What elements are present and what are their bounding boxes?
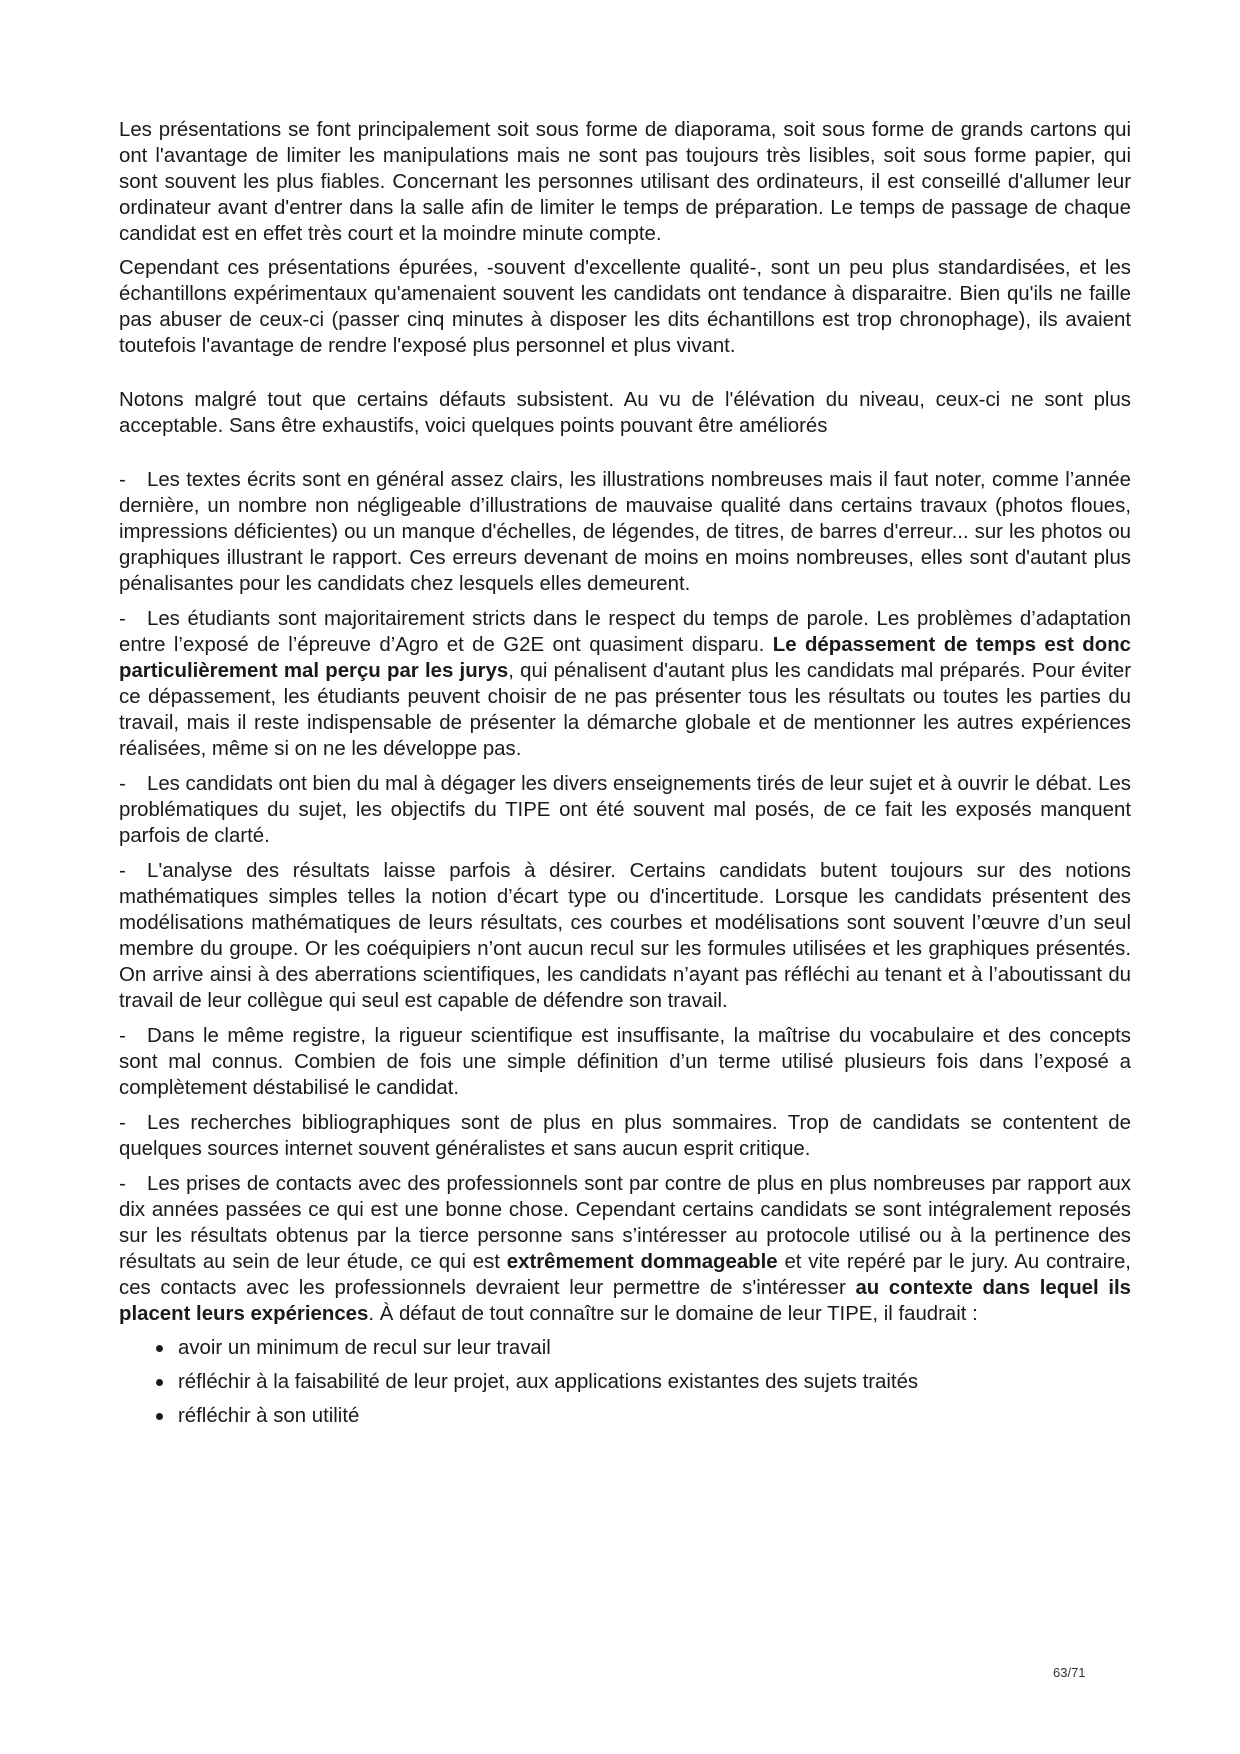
list-dash: - <box>119 1112 126 1134</box>
bullet-item <box>153 1369 1131 1395</box>
page-number: 63/71 <box>1053 1665 1086 1680</box>
item-text: L'analyse des résultats laisse parfois à désirer. Certains candidats butent toujours sur des notions mathématiques simples telles la notion d’écart type ou d'incertitude. Lorsque les candidats présentent des modélisations mathématiques de leurs résultats, ces courbes et modélisations sont souvent l’œuvre d’un seul membre du groupe. Or les coéquipiers n’ont aucun recul sur les formules utilisées et les graphiques présentés. On arrive ainsi à des aberrations scientifiques, les candidats n’ayant pas réfléchi au tenant et à l’aboutissant du travail de leur collègue qui seul est capable de défendre son travail. <box>119 860 1131 1012</box>
item-text: Les recherches bibliographiques sont de plus en plus sommaires. Trop de candidats se contentent de quelques sources internet souvent généralistes et sans aucun esprit critique. <box>119 1112 1131 1160</box>
list-item <box>119 1110 1131 1162</box>
paragraph-presentations: Les présentations se font principalement soit sous forme de diaporama, soit sous forme de grands cartons qui ont l'avantage de limiter les manipulations mais ne sont pas toujours très lisibles, soit sous forme papier, qui sont souvent les plus fiables. Concernant les personnes utilisant des ordinateurs, il est conseillé d'allumer leur ordinateur avant d'entrer dans la salle afin de limiter le temps de préparation. Le temps de passage de chaque candidat est en effet très court et la moindre minute compte. <box>119 119 1131 245</box>
points-list <box>119 467 1131 1327</box>
list-item <box>119 771 1131 849</box>
list-dash: - <box>119 1173 126 1195</box>
list-dash: - <box>119 469 126 491</box>
item-text: Les textes écrits sont en général assez clairs, les illustrations nombreuses mais il faut noter, comme l’année dernière, un nombre non négligeable d’illustrations de mauvaise qualité dans certains travaux (photos floues, impressions déficientes) ou un manque d'échelles, de légendes, de titres, de barres d'erreur... sur les photos ou graphiques illustrant le rapport. Ces erreurs devenant de moins en moins nombreuses, elles sont d'autant plus pénalisantes pour les candidats chez lesquels elles demeurent. <box>119 469 1131 595</box>
bullet-text: réfléchir à la faisabilité de leur projet, aux applications existantes des sujets traités <box>178 1371 919 1393</box>
bullet-dot-icon <box>156 1379 163 1386</box>
list-item <box>119 1171 1131 1327</box>
item-text: Les prises de contacts avec des professionnels sont par contre de plus en plus nombreuses par rapport aux dix années passées ce qui est une bonne chose. Cependant certains candidats se sont intégralement reposés sur les résultats obtenus par la tierce personne sans s’intéresser au protocole utilisé ou à la pertinence des résultats au sein de leur étude, ce qui est <box>119 1173 1131 1273</box>
item-text: Les étudiants sont majoritairement stricts dans le respect du temps de parole. Les problèmes d’adaptation entre l’exposé de l’épreuve d’Agro et de G2E ont quasiment disparu. <box>119 608 1131 656</box>
bullet-list <box>119 1335 1131 1429</box>
list-dash: - <box>119 1025 126 1047</box>
list-item <box>119 1023 1131 1101</box>
document-body <box>119 117 1131 1437</box>
bullet-item <box>153 1335 1131 1361</box>
item-text: . À défaut de tout connaître sur le domaine de leur TIPE, il faudrait : <box>368 1303 978 1325</box>
item-text: Les candidats ont bien du mal à dégager les divers enseignements tirés de leur sujet et à ouvrir le débat. Les problématiques du sujet, les objectifs du TIPE ont été souvent mal posés, de ce fait les exposés manquent parfois de clarté. <box>119 773 1131 847</box>
bullet-text: réfléchir à son utilité <box>178 1405 360 1427</box>
item-text: Dans le même registre, la rigueur scientifique est insuffisante, la maîtrise du vocabulaire et des concepts sont mal connus. Combien de fois une simple définition d’un terme utilisé plusieurs fois dans l’exposé a complètement déstabilisé le candidat. <box>119 1025 1131 1099</box>
list-dash: - <box>119 860 126 882</box>
list-item <box>119 606 1131 762</box>
paragraph-cependant: Cependant ces présentations épurées, -souvent d'excellente qualité-, sont un peu plus standardisées, et les échantillons expérimentaux qu'amenaient souvent les candidats ont tendance à disparaitre. Bien qu'ils ne faille pas abuser de ceux-ci (passer cinq minutes à disposer les dits échantillons est trop chronophage), ils avaient toutefois l'avantage de rendre l'exposé plus personnel et plus vivant. <box>119 257 1131 357</box>
item-text: , qui pénalisent d'autant plus les candidats mal préparés. Pour éviter ce dépassement, les étudiants peuvent choisir de ne pas présenter tous les résultats ou toutes les parties du travail, mais il reste indispensable de présenter la démarche globale et de mentionner les autres expériences réalisées, même si on ne les développe pas. <box>119 660 1131 760</box>
list-item <box>119 467 1131 597</box>
paragraph-notons: Notons malgré tout que certains défauts subsistent. Au vu de l'élévation du niveau, ceux-ci ne sont plus acceptable. Sans être exhaustifs, voici quelques points pouvant être améliorés <box>119 389 1131 437</box>
item-emphasis: au contexte dans lequel ils placent leurs expériences <box>119 1277 1131 1325</box>
bullet-item <box>153 1403 1131 1429</box>
list-dash: - <box>119 773 126 795</box>
item-emphasis: Le dépassement de temps est donc particulièrement mal perçu par les jurys <box>119 634 1131 682</box>
item-text: et vite repéré par le jury. Au contraire, ces contacts avec les professionnels devraient leur permettre de s'intéresser <box>119 1251 1131 1299</box>
bullet-dot-icon <box>156 1413 163 1420</box>
list-dash: - <box>119 608 126 630</box>
list-item <box>119 858 1131 1014</box>
item-emphasis: extrêmement dommageable <box>506 1251 778 1273</box>
bullet-text: avoir un minimum de recul sur leur travail <box>178 1337 551 1359</box>
bullet-dot-icon <box>156 1345 163 1352</box>
